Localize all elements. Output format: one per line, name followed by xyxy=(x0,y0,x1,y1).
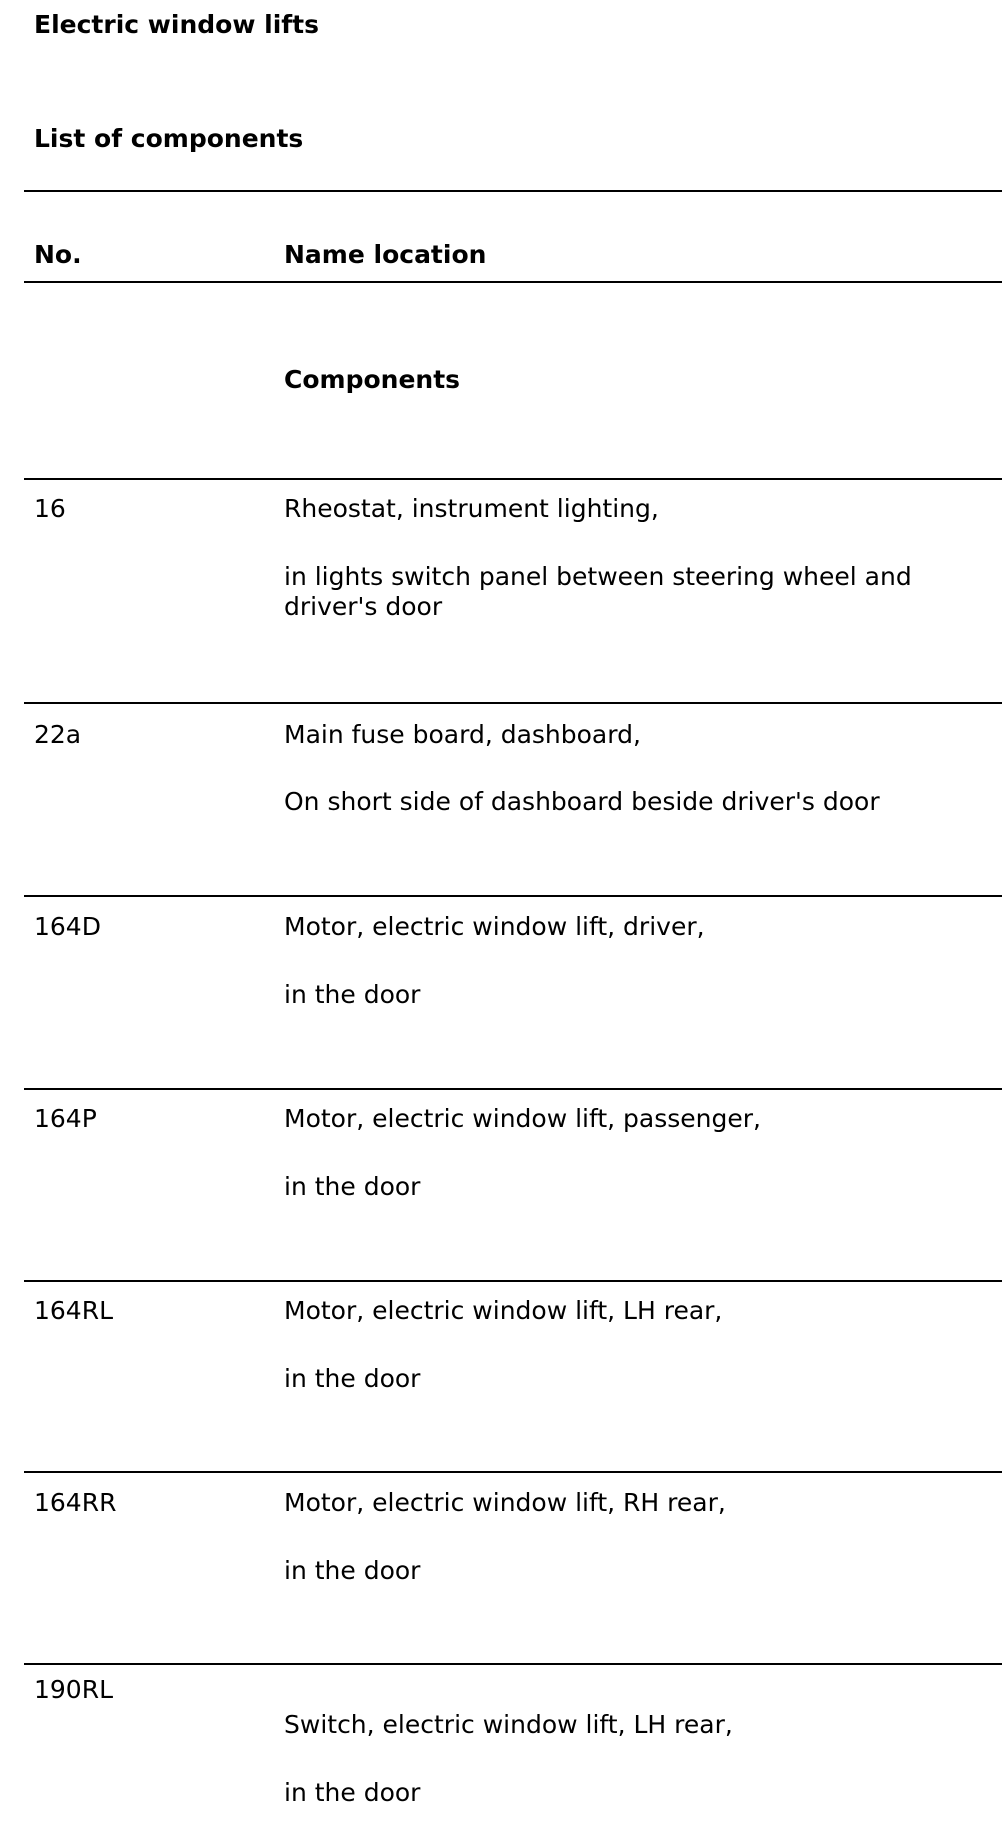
row-component-name: Main fuse board, dashboard, xyxy=(284,720,641,749)
row-component-name: Motor, electric window lift, RH rear, xyxy=(284,1488,726,1517)
row-component-name: Motor, electric window lift, driver, xyxy=(284,912,705,941)
table-top-rule xyxy=(24,190,1002,192)
row-component-location: in the door xyxy=(284,1364,421,1393)
row-component-name: Switch, electric window lift, LH rear, xyxy=(284,1710,733,1739)
row-divider xyxy=(24,895,1002,897)
row-number: 164RR xyxy=(34,1488,117,1517)
row-component-location: in the door xyxy=(284,1556,421,1585)
row-divider xyxy=(24,1280,1002,1282)
row-divider xyxy=(24,1471,1002,1473)
row-component-name: Motor, electric window lift, LH rear, xyxy=(284,1296,723,1325)
row-divider xyxy=(24,1088,1002,1090)
row-number: 22a xyxy=(34,720,82,749)
row-number: 190RL xyxy=(34,1675,114,1704)
row-number: 16 xyxy=(34,494,66,523)
row-number: 164P xyxy=(34,1104,97,1133)
row-number: 164RL xyxy=(34,1296,114,1325)
column-header-name-location: Name location xyxy=(284,240,487,269)
document-subtitle: List of components xyxy=(34,124,304,153)
row-component-location: in the door xyxy=(284,980,421,1009)
row-number: 164D xyxy=(34,912,101,941)
section-label-components: Components xyxy=(284,365,461,394)
document-title: Electric window lifts xyxy=(34,10,319,39)
row-component-name: Motor, electric window lift, passenger, xyxy=(284,1104,761,1133)
row-divider xyxy=(24,702,1002,704)
row-component-location: in the door xyxy=(284,1172,421,1201)
row-component-location: in the door xyxy=(284,1778,421,1807)
row-divider xyxy=(24,1663,1002,1665)
header-bottom-rule xyxy=(24,281,1002,283)
row-divider xyxy=(24,478,1002,480)
row-component-name: Rheostat, instrument lighting, xyxy=(284,494,659,523)
row-component-location: On short side of dashboard beside driver's door xyxy=(284,787,880,816)
column-header-no: No. xyxy=(34,240,82,269)
row-component-location: in lights switch panel between steering wheel and driver's door xyxy=(284,562,912,621)
